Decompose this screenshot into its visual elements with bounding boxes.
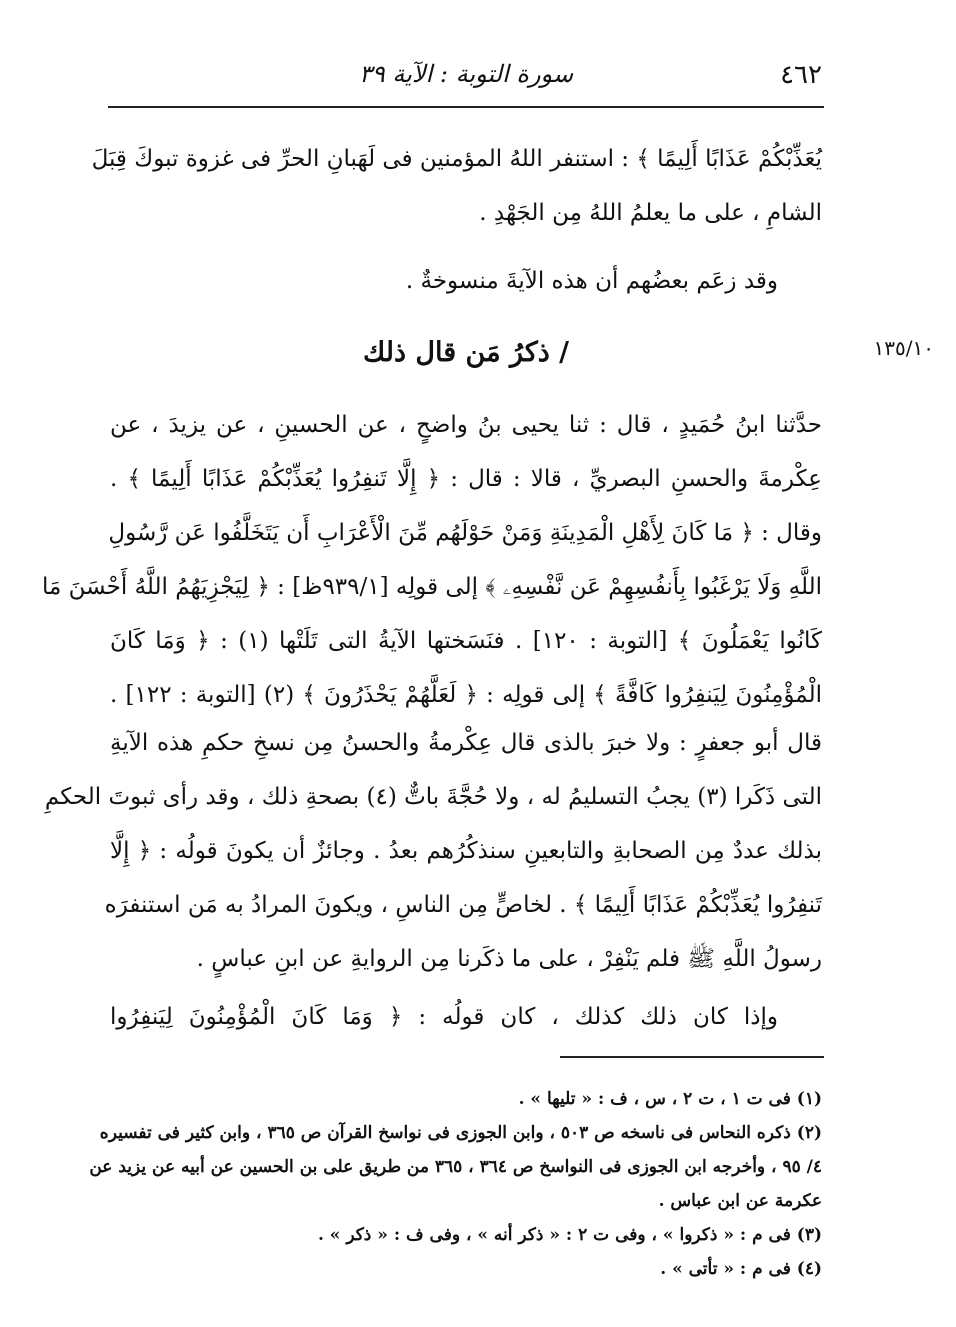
footnote: (١) فى ت ١ ، ت ٢ ، س ، ف : « تليها » . [518, 1089, 822, 1109]
section-heading-block [110, 326, 822, 380]
text-line: كَانُوا يَعْمَلُونَ ﴾ [التوبة : ١٢٠] . فنَسَختها الآيةُ التى تَلَتْها (١) : ﴿ وَمَا كَانَ [110, 628, 822, 654]
footnote: (٢) ذكره النحاس فى ناسخه ص ٥٠٣ ، وابن الجوزى فى نواسخ القرآن ص ٣٦٥ ، وابن كثير فى تفسيره [99, 1123, 822, 1143]
text-line: رسولُ اللَّهِ ﷺ فلم يَنْفِرْ ، على ما ذكَرنا مِن الروايةِ عن ابنِ عباسٍ . [196, 946, 822, 972]
footnote: (٤) فى م : « تأتى » . [660, 1259, 822, 1279]
page-number: ٤٦٢ [780, 60, 822, 90]
text-line: يُعَذِّبْكُمْ عَذَابًا أَلِيمًا ﴾ : استنفر اللهُ المؤمنين فى لَهَبانِ الحرِّ فى غزوة تبوكَ قِبَلَ [91, 146, 822, 172]
commentary-paragraph [44, 716, 822, 986]
text-line: قال أبو جعفرٍ : ولا خبرَ بالذى قال عِكْرمةُ والحسنُ مِن نسخِ حكمِ هذه الآيةِ [110, 730, 822, 756]
footnote: عكرمة عن ابن عباس . [658, 1191, 822, 1211]
running-header [110, 44, 822, 94]
text-line: حدَّثنا ابنُ حُمَيدٍ ، قال : ثنا يحيى بنُ واضحٍ ، عن الحسينِ ، عن يزيدَ ، عن [110, 412, 822, 438]
section-heading: / ذكرُ مَن قال ذلك [362, 337, 569, 368]
text-line: اللَّهِ وَلَا يَرْغَبُوا بِأَنفُسِهِمْ عَن نَّفْسِهِۦ ﴾ إلى قولِه [٩٣٩/١ظ] : ﴿ لِيَجْزِيَهُمُ اللَّهُ أَحْسَنَ مَا [42, 574, 822, 600]
text-line: وقال : ﴿ مَا كَانَ لِأَهْلِ الْمَدِينَةِ وَمَنْ حَوْلَهُم مِّنَ الْأَعْرَابِ أَن يَتَخَلَّفُوا عَن رَّسُولِ [108, 520, 822, 546]
text-line: بذلك عددٌ مِن الصحابةِ والتابعينِ سنذكُرُهم بعدُ . وجائزٌ أن يكونَ قولُه : ﴿ إِلَّا [110, 838, 822, 864]
hadith-paragraph [42, 398, 822, 722]
footnotes [89, 1082, 822, 1286]
text-line: عِكْرمةَ والحسنِ البصريِّ ، قالا : قال : ﴿ إِلَّا تَنفِرُوا يُعَذِّبْكُمْ عَذَابًا أَلِيمًا ﴾ . [110, 466, 822, 492]
text-line: الْمُؤْمِنُونَ لِيَنفِرُوا كَافَّةً ﴾ إلى قولِه : ﴿ لَعَلَّهُمْ يَحْذَرُونَ ﴾ (٢) [التوبة : ١٢٢] . [110, 682, 822, 708]
main-text [91, 132, 822, 308]
text-line: تَنفِرُوا يُعَذِّبْكُمْ عَذَابًا أَلِيمًا ﴾ . لخاصٍّ مِن الناسِ ، ويكونَ المرادُ به مَن استنفرَه [104, 892, 822, 918]
text-line: التى ذَكَرا (٣) يجبُ التسليمُ له ، ولا حُجَّةَ باتٌّ (٤) بصحةِ ذلك ، وقد رأى ثبوتَ الحكمِ [44, 784, 822, 810]
footnote: (٣) فى م : « ذكروا » ، وفى ت ٢ : « ذكر أنه » ، وفى ف : « ذكر » . [317, 1225, 822, 1245]
margin-reference: ١٣٥/١٠ [873, 336, 934, 360]
header-rule [108, 106, 824, 108]
footnote-rule [560, 1056, 824, 1058]
text-line: وإذا كان ذلك كذلك ، كان قولُه : ﴿ وَمَا كَانَ الْمُؤْمِنُونَ لِيَنفِرُوا [110, 1004, 778, 1030]
footnote: ٤/ ٩٥ ، وأخرجه ابن الجوزى فى النواسخ ص ٣٦٤ ، ٣٦٥ من طريق على بن الحسين عن أبيه عن يزيد عن [89, 1157, 822, 1177]
text-line: وقد زعَم بعضُهم أن هذه الآيةَ منسوخةٌ . [405, 268, 778, 294]
text-line: الشامِ ، على ما يعلمُ اللهُ مِن الجَهْدِ . [479, 200, 822, 226]
closing-paragraph [110, 990, 822, 1044]
running-title: سورة التوبة : الآية ٣٩ [358, 60, 574, 88]
